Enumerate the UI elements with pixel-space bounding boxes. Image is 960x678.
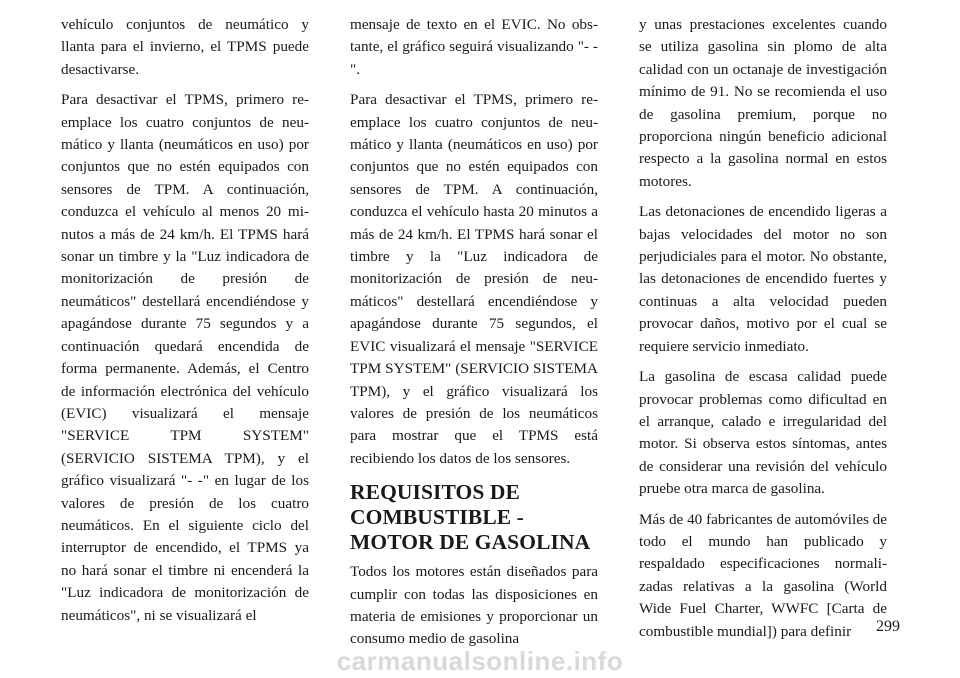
paragraph: Las detonaciones de encendido ligeras a bajas velocidades del motor no son perjudiciales para el motor. No obstante, las detonaciones de encendido fuertes y continuas a alta velocidad pueden provocar daños, motivo por el cual se requiere servicio inmediato. xyxy=(639,203,887,355)
paragraph: Todos los motores están diseñados para cumplir con todas las disposiciones en materia de emisiones y proporcionar un consumo medio de gasolina xyxy=(350,563,598,648)
paragraph: vehículo conjuntos de neumático y llanta para el invierno, el TPMS puede desactivarse. xyxy=(61,16,309,78)
text-column-left xyxy=(61,14,309,635)
text-column-right xyxy=(639,14,887,651)
paragraph: Más de 40 fabricantes de automóviles de todo el mundo han publicado y respaldado especificaciones normalizadas relativas a la gasolina (World Wide Fuel Charter, WWFC [Carta de combustible mundial]) para definir xyxy=(639,510,887,640)
paragraph: y unas prestaciones excelentes cuando se utiliza gasolina sin plomo de alta calidad con un octanaje de investigación mínimo de 91. No se recomienda el uso de gasolina premium, porque no proporciona ningún beneficio adicional respecto a la gasolina normal en estos motores. xyxy=(639,16,887,190)
paragraph: Para desactivar el TPMS, primero reemplace los cuatro conjuntos de neumático y llanta (neumáticos en uso) por conjuntos que no estén equipados con sensores de TPM. A continuación, conduzca el vehículo hasta 20 minutos a más de 24 km/h. El TPMS hará sonar el timbre y la "Luz indicadora de monitorización de presión de neumáticos" destellará encendiéndose y apagándose durante 75 segundos, el EVIC visualizará el mensaje "SERVICE TPM SYSTEM" (SERVICIO SISTEMA TPM), y el gráfico visualizará los valores de presión de los neumáticos para mostrar que el TPMS está recibiendo los datos de los sensores. xyxy=(350,91,598,467)
paragraph: Para desactivar el TPMS, primero reemplace los cuatro conjuntos de neumático y llanta (neumáticos en uso) por conjuntos que no estén equipados con sensores de TPM. A continuación, conduzca el vehículo al menos 20 minutos a más de 24 km/h. El TPMS hará sonar un timbre y la "Luz indicadora de monitorización de presión de neumáticos" destellará encendiéndose y apagándose durante 75 segundos y a continuación quedará encendida de forma permanente. Además, el Centro de información electrónica del vehículo (EVIC) visualizará el mensaje "SERVICE TPM SYSTEM" (SERVICIO SISTEMA TPM), y el gráfico visualizará "- -" en lugar de los valores de presión de los cuatro neumáticos. En el siguiente ciclo del interruptor de encendido, el TPMS ya no hará sonar el timbre ni encenderá la "Luz indicadora de monitorización de neumáticos", ni se visualizará el xyxy=(61,91,309,624)
page-number: 299 xyxy=(876,618,900,635)
section-heading: REQUISITOS DE COMBUSTIBLE - MOTOR DE GASOLINA xyxy=(350,480,591,555)
watermark: carmanualsonline.info xyxy=(336,646,624,676)
paragraph: mensaje de texto en el EVIC. No obstante, el gráfico seguirá visualizando "- -". xyxy=(350,16,598,78)
text-column-middle xyxy=(350,14,598,659)
paragraph: La gasolina de escasa calidad puede provocar problemas como dificultad en el arranque, calado e irregularidad del motor. Si observa estos síntomas, antes de considerar una revisión del vehículo pruebe otra marca de gasolina. xyxy=(639,368,887,498)
